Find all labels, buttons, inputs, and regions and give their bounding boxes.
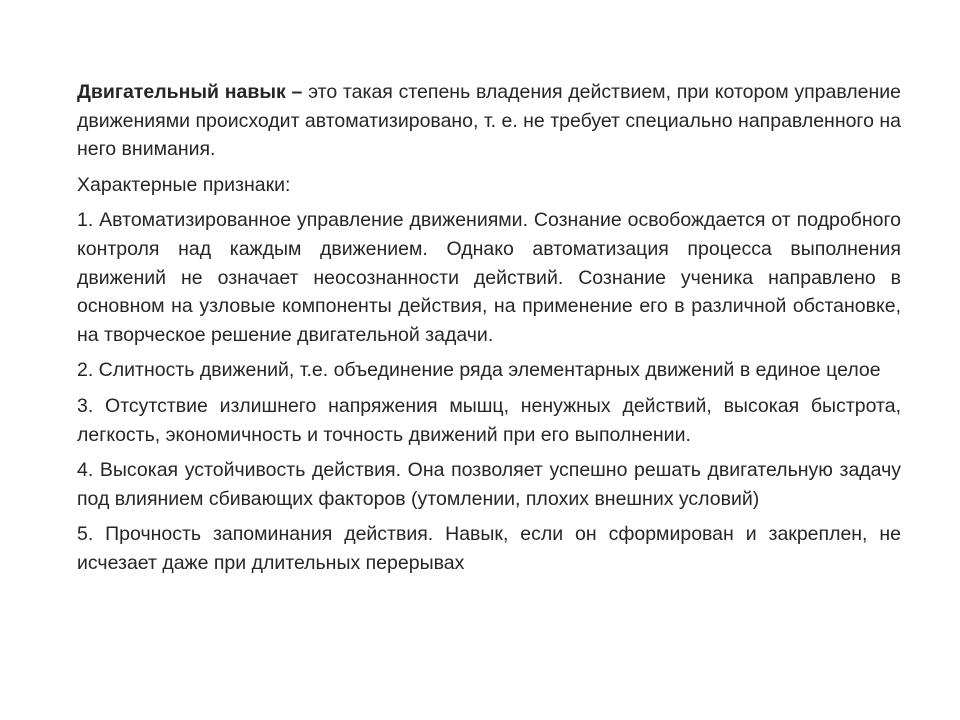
definition-text: это такая степень владения действием, при котором управление движениями происходит автоматизировано, т. е. не требует специально направленного на него внимания.	[77, 81, 901, 161]
characteristic-item-1: 1. Автоматизированное управление движениями. Сознание освобождается от подробного контроля над каждым движением. Однако автоматизация процесса выполнения движений не означает неосознанности действий. Сознание ученика направлено в основном на узловые компоненты действия, на применение его в различной обстановке, на творческое решение двигательной задачи.	[77, 209, 901, 346]
characteristic-item-4: 4. Высокая устойчивость действия. Она позволяет успешно решать двигательную задачу под влиянием сбивающих факторов (утомлении, плохих внешних условий)	[77, 459, 901, 510]
slide-text-body	[77, 78, 901, 585]
definition-paragraph	[77, 78, 901, 164]
characteristic-item-2: 2. Слитность движений, т.е. объединение ряда элементарных движений в единое целое	[77, 359, 881, 382]
characteristic-item-5: 5. Прочность запоминания действия. Навык, если он сформирован и закреплен, не исчезает даже при длительных перерывах	[77, 523, 901, 574]
definition-term: Двигательный навык –	[77, 81, 303, 103]
characteristics-heading: Характерные признаки:	[77, 173, 291, 196]
characteristic-item-3: 3. Отсутствие излишнего напряжения мышц, ненужных действий, высокая быстрота, легкость, экономичность и точность движений при его выполнении.	[77, 394, 901, 446]
